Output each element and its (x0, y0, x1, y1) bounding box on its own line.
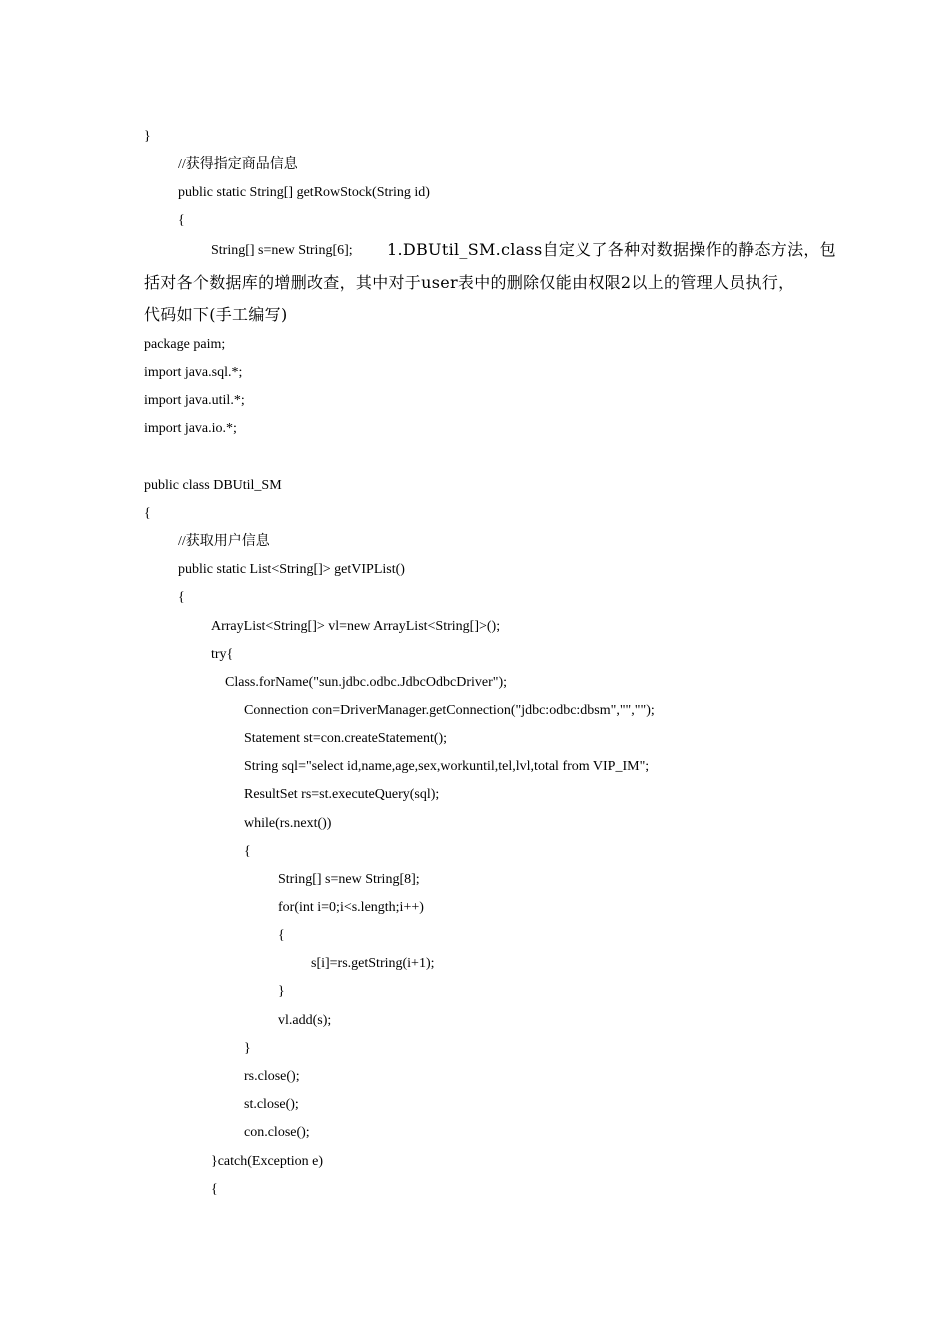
code-line: { (211, 1182, 218, 1197)
paragraph-line: 1.DBUtil_SM.class自定义了各种对数据操作的静态方法，包 (387, 240, 836, 259)
code-line: try{ (211, 647, 234, 662)
code-line: import java.io.*; (144, 421, 237, 436)
code-line: { (144, 506, 151, 521)
code-line: String[] s=new String[8]; (278, 872, 420, 887)
code-line: { (244, 844, 251, 859)
code-line: while(rs.next()) (244, 816, 332, 831)
code-line: package paim; (144, 337, 226, 352)
code-line: { (178, 590, 185, 605)
code-line: { (278, 928, 285, 943)
code-line: } (144, 129, 151, 144)
code-line: } (278, 984, 285, 999)
code-line: Class.forName("sun.jdbc.odbc.JdbcOdbcDriver"); (225, 675, 508, 690)
code-line: for(int i=0;i<s.length;i++) (278, 900, 424, 915)
code-line: public class DBUtil_SM (144, 478, 282, 493)
code-comment: //获取用户信息 (178, 534, 270, 549)
code-line: } (244, 1041, 251, 1056)
code-line: s[i]=rs.getString(i+1); (311, 956, 435, 971)
code-line: Statement st=con.createStatement(); (244, 731, 448, 746)
code-line: import java.sql.*; (144, 365, 243, 380)
code-line: Connection con=DriverManager.getConnection("jdbc:odbc:dbsm","",""); (244, 703, 655, 718)
code-line: String sql="select id,name,age,sex,workuntil,tel,lvl,total from VIP_IM"; (244, 759, 650, 774)
paragraph-line: 代码如下(手工编写) (144, 305, 288, 324)
code-line: ResultSet rs=st.executeQuery(sql); (244, 787, 440, 802)
code-line: st.close(); (244, 1097, 299, 1112)
code-comment: //获得指定商品信息 (178, 157, 298, 172)
code-line: rs.close(); (244, 1069, 300, 1084)
code-line: import java.util.*; (144, 393, 245, 408)
code-line: { (178, 213, 185, 228)
code-line: public static String[] getRowStock(String id) (178, 185, 430, 200)
code-line: ArrayList<String[]> vl=new ArrayList<String[]>(); (211, 619, 501, 634)
paragraph-line: 括对各个数据库的增删改查，其中对于user表中的删除仅能由权限2以上的管理人员执行， (144, 273, 795, 292)
code-line: public static List<String[]> getVIPList() (178, 562, 405, 577)
code-line: con.close(); (244, 1125, 310, 1140)
code-line: vl.add(s); (278, 1013, 332, 1028)
code-line: }catch(Exception e) (211, 1154, 324, 1169)
code-line: String[] s=new String[6]; (211, 243, 353, 258)
